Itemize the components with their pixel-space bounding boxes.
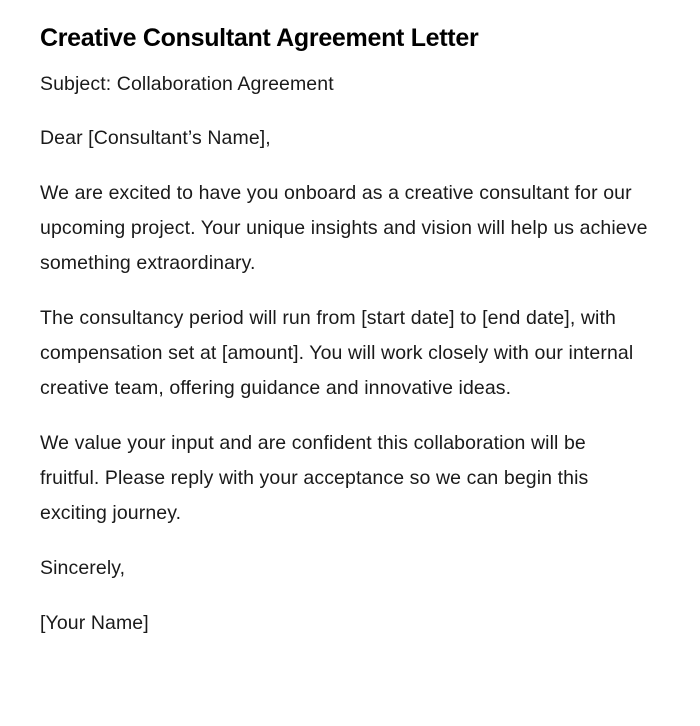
closing: Sincerely, — [40, 557, 126, 579]
subject-line: Subject: Collaboration Agreement — [40, 73, 334, 95]
greeting: Dear [Consultant’s Name], — [40, 127, 271, 149]
signature: [Your Name] — [40, 612, 149, 634]
letter-title: Creative Consultant Agreement Letter — [40, 24, 479, 52]
body-paragraph: The consultancy period will run from [start date] to [end date], with compensation set at [amount]. You will work closely with our internal creative team, offering guidance and innovative ideas. — [40, 307, 634, 399]
body-paragraph: We are excited to have you onboard as a creative consultant for our upcoming project. Your unique insights and vision will help us achieve something extraordinary. — [40, 182, 648, 274]
body-paragraph: We value your input and are confident this collaboration will be fruitful. Please reply with your acceptance so we can begin this exciting journey. — [40, 432, 589, 524]
letter — [40, 24, 650, 661]
